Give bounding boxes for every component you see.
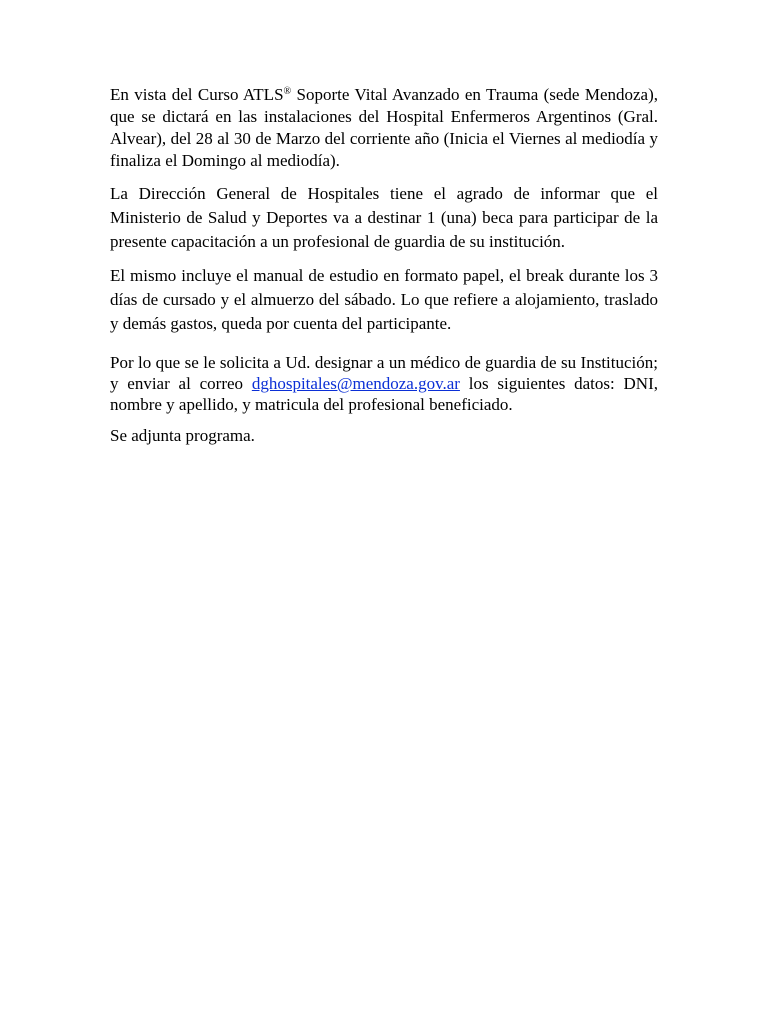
- course-intro-text: En vista del Curso ATLS: [110, 85, 284, 104]
- request-details-text: los siguientes datos: DNI, nombre y apellido, y matricula del profesional beneficiado.: [110, 374, 658, 414]
- paragraph-scholarship: La Dirección General de Hospitales tiene el agrado de informar que el Ministerio de Salud y Deportes va a destinar 1 (una) beca para participar de la presente capacitación a un profesional de guardia de su institución.: [110, 184, 658, 251]
- registered-mark: ®: [283, 86, 292, 97]
- paragraph-request: [110, 352, 658, 415]
- request-intro-text: Por lo que se le solicita a Ud. designar a un médico de guardia de su Institución; y enviar al correo: [110, 353, 658, 393]
- paragraph-attachment-note: Se adjunta programa.: [110, 426, 255, 445]
- paragraph-inclusions: El mismo incluye el manual de estudio en formato papel, el break durante los 3 días de cursado y el almuerzo del sábado. Lo que refiere a alojamiento, traslado y demás gastos, queda por cuenta del participante.: [110, 266, 658, 333]
- email-link[interactable]: dghospitales@mendoza.gov.ar: [251, 374, 460, 393]
- course-details-text: Soporte Vital Avanzado en Trauma (sede Mendoza), que se dictará en las instalaciones del Hospital Enfermeros Argentinos (Gral. Alvear), del 28 al 30 de Marzo del corriente año (Inicia el Viernes al mediodía y finaliza el Domingo al mediodía).: [110, 85, 658, 170]
- letter-body: [110, 84, 658, 446]
- paragraph-course-announcement: [110, 84, 658, 172]
